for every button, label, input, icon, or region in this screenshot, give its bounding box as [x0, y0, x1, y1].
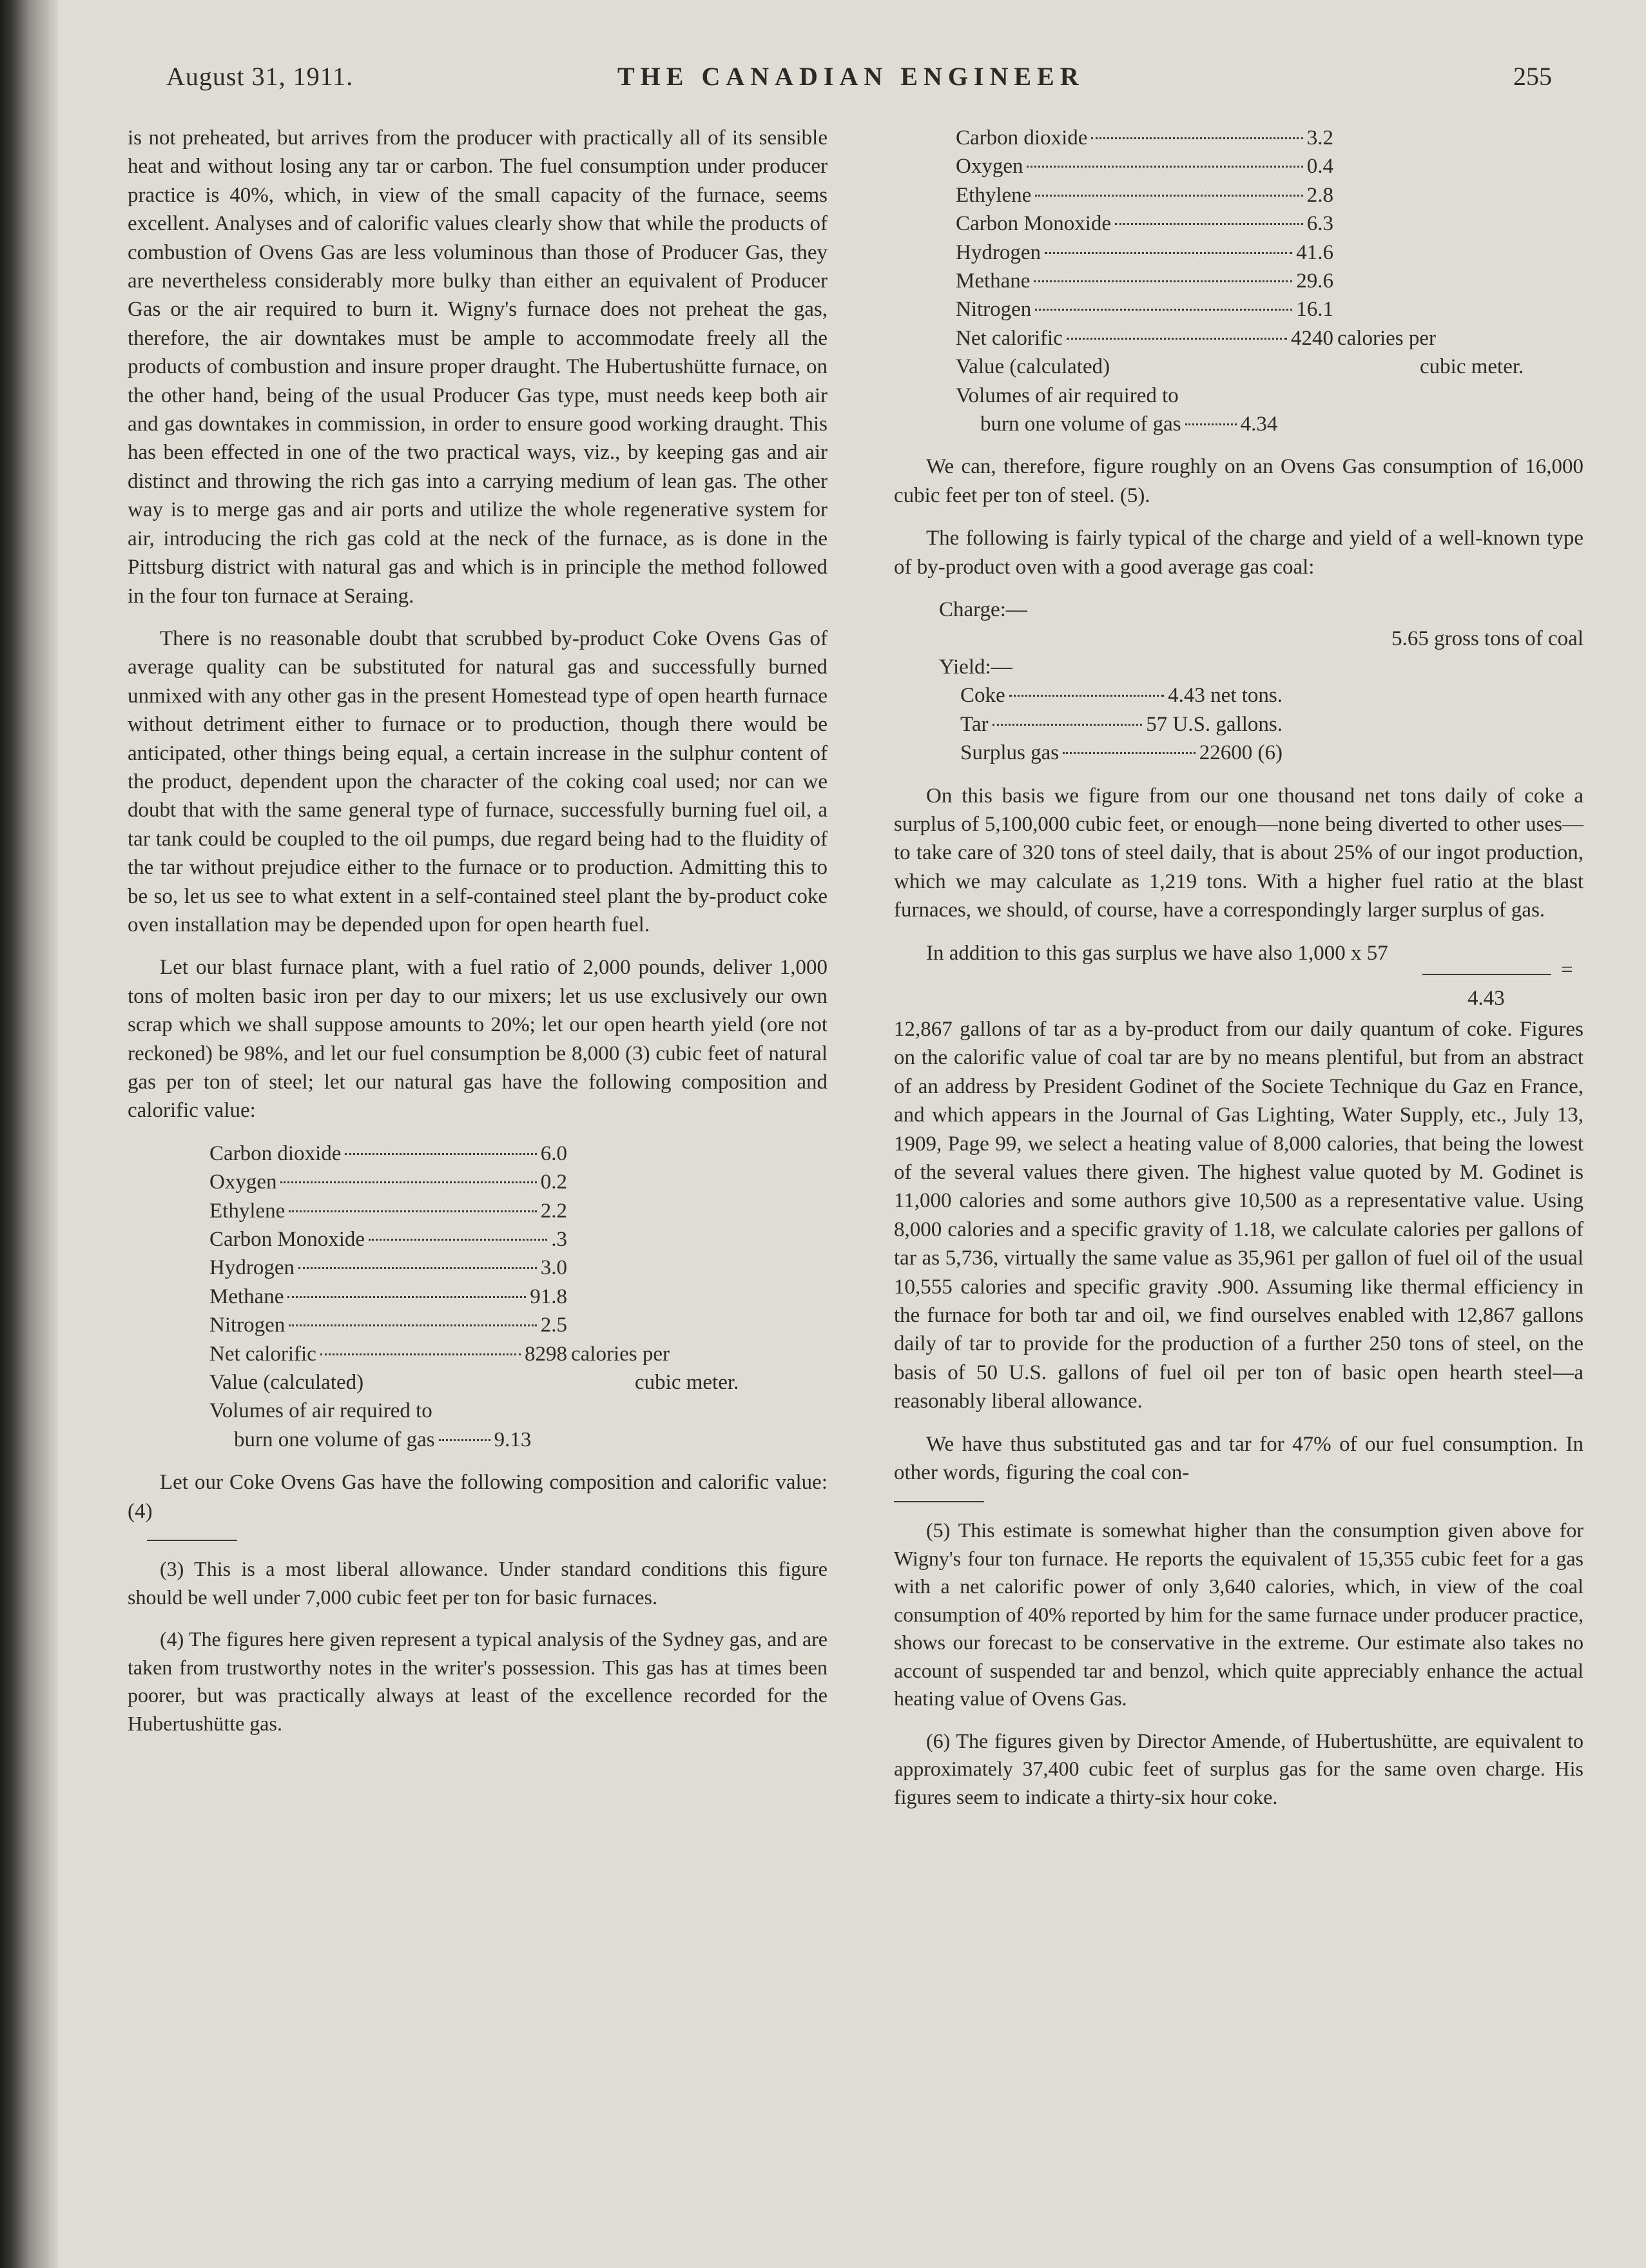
charge-value: 5.65 gross tons of coal	[1391, 626, 1583, 650]
left-column	[128, 124, 828, 1738]
table-row: Nitrogen 2.5	[209, 1313, 567, 1337]
issue-date: August 31, 1911.	[166, 62, 354, 91]
paragraph: In addition to this gas surplus we have also 1,000 x 57	[926, 941, 1388, 965]
page-number: 255	[1513, 62, 1552, 91]
binding-gutter	[0, 0, 58, 2268]
table-row: Ethylene 2.2	[209, 1199, 567, 1223]
calorific-unit: calories per	[571, 1342, 670, 1366]
table-row: Coke 4.43 net tons.	[960, 684, 1283, 708]
fraction	[894, 958, 1583, 1013]
paragraph: There is no reasonable doubt that scrubbed by-product Coke Ovens Gas of average quality can be substituted for natural gas and successfully burned unmixed with any other gas in the present Homestead type of open hearth furnace without detriment either to furnace or to production, though there would be anticipated, other things being equal, a certain increase in the sulphur content of the product, dependent upon the character of the coking coal used; nor can we doubt that with the same general type of furnace, successfully burning fuel oil, a tar tank could be coupled to the oil pumps, due regard being had to the fluidity of the tar without prejudice either to the furnace or to production. Admitting this to be so, let us see to what extent in a self-contained steel plant the by-product coke oven installation may be depended upon for open hearth fuel.	[128, 626, 828, 936]
calorific-unit: cubic meter.	[1420, 355, 1524, 379]
coke-ovens-gas-composition-table	[894, 124, 1524, 438]
table-row: burn one volume of gas 4.34	[980, 412, 1278, 436]
table-row: Carbon dioxide 3.2	[956, 126, 1333, 150]
fraction-denominator: 4.43	[1467, 986, 1505, 1010]
paragraph: Let our blast furnace plant, with a fuel ratio of 2,000 pounds, deliver 1,000 tons of molten basic iron per day to our mixers; let us use exclusively our own scrap which we shall suppose amounts to 20%; let our open hearth yield (ore not reckoned) be 98%, and let our fuel consumption be 8,000 (3) cubic feet of natural gas per ton of steel; let our natural gas have the following composition and calorific value:	[128, 956, 828, 1123]
table-row: burn one volume of gas 9.13	[234, 1428, 532, 1451]
table-row: Surplus gas 22600 (6)	[960, 741, 1283, 765]
table-row: Carbon Monoxide .3	[209, 1228, 567, 1252]
page-header	[166, 61, 1552, 100]
paragraph: The following is fairly typical of the charge and yield of a well-known type of by-product oven with a good average gas coal:	[894, 527, 1583, 579]
footnote-rule	[147, 1540, 237, 1541]
table-row: Oxygen 0.4	[956, 155, 1333, 179]
table-row: Volumes of air required to	[209, 1399, 432, 1423]
table-row: Methane 91.8	[209, 1284, 567, 1308]
right-column	[894, 124, 1583, 1811]
table-row: Ethylene 2.8	[956, 183, 1333, 207]
paragraph: is not preheated, but arrives from the producer with practically all of its sensible heat and without losing any tar or carbon. The fuel consumption under producer practice is 40%, which, in view of the small capacity of the furnace, seems excellent. Analyses and of calorific values clearly show that while the products of combustion of Ovens Gas are less voluminous than those of Producer Gas, they are nevertheless considerably more bulky than either an equivalent of Producer Gas or the air required to burn it. Wigny's furnace does not preheat the gas, therefore, the air downtakes must be ample to accommodate freely all the products of combustion and insure proper draught. The Hubertushütte furnace, on the other hand, being of the usual Producer Gas type, must needs keep both air and gas downtakes in commission, in order to ensure good working draught. This has been effected in one of the two practical ways, viz., by keeping gas and air distinct and throwing the rich gas into a carrying medium of lean gas. The other way is to merge gas and air ports and utilize the whole regenerative system for air, introducing the rich gas cold at the neck of the furnace, as is done in the Pittsburg district with natural gas and which is in principle the method followed in the four ton furnace at Seraing.	[128, 126, 828, 608]
table-row: Nitrogen 16.1	[956, 298, 1333, 322]
table-row: Hydrogen 41.6	[956, 240, 1333, 264]
table-row: Net calorific 8298 calories per	[209, 1340, 567, 1368]
footnote-4: (4) The figures here given represent a typical analysis of the Sydney gas, and are taken from trustworthy notes in the writer's possession. This gas has at times been poorer, but was practically always at least of the excellence recorded for the Hubertushütte gas.	[128, 1627, 828, 1735]
table-row: Volumes of air required to	[956, 383, 1179, 407]
equals-sign: =	[1561, 958, 1573, 982]
table-row: Value (calculated) cubic meter.	[956, 353, 1333, 381]
charge-label: Charge:—	[939, 598, 1027, 622]
footnote-6: (6) The figures given by Director Amende, of Hubertushütte, are equivalent to approximately 37,400 cubic feet of surplus gas for the same oven charge. His figures seem to indicate a thirty-six hour coke.	[894, 1729, 1583, 1808]
table-row: Methane 29.6	[956, 269, 1333, 293]
yield-label: Yield:—	[939, 655, 1012, 679]
paragraph: Let our Coke Ovens Gas have the following composition and calorific value: (4)	[128, 1471, 828, 1523]
paragraph: On this basis we figure from our one thousand net tons daily of coke a surplus of 5,100,000 cubic feet, or enough—none being diverted to other uses—to take care of 320 tons of steel daily, that is about 25% of our ingot production, which we may calculate as 1,219 tons. With a higher fuel ratio at the blast furnaces, we should, of course, have a correspondingly larger surplus of gas.	[894, 784, 1583, 922]
paragraph: 12,867 gallons of tar as a by-product from our daily quantum of coke. Figures on the calorific value of coal tar are by no means plentiful, but from an abstract of an address by President Godinet of the Societe Technique du Gaz en France, and which appears in the Journal of Gas Lighting, Water Supply, etc., July 13, 1909, Page 99, we select a heating value of 8,000 calories, that being the lowest of the several values there given. The highest value quoted by M. Godinet is 11,000 calories and some authors give 10,500 as a representative value. Using 8,000 calories and a specific gravity of 1.18, we calculate calories per gallons of tar as 5,736, virtually the same value as 35,961 per gallon of fuel oil of the usual 10,555 calories and specific gravity .900. Assuming like thermal efficiency in the furnace for both tar and oil, we find ourselves enabled with 12,867 gallons daily of tar to provide for the production of a further 250 tons of steel, on the basis of 50 U.S. gallons of fuel oil per ton of basic open hearth steel—a reasonably liberal allowance.	[894, 1017, 1583, 1413]
footnote-rule	[894, 1501, 984, 1502]
table-row: Carbon dioxide 6.0	[209, 1141, 567, 1165]
table-row: Hydrogen 3.0	[209, 1256, 567, 1280]
table-row: Carbon Monoxide 6.3	[956, 212, 1333, 236]
table-row: Value (calculated) cubic meter.	[209, 1368, 567, 1397]
footnote-5: (5) This estimate is somewhat higher than the consumption given above for Wigny's four ton furnace. He reports the equivalent of 15,355 cubic feet for a gas with a net calorific power of only 3,640 calories, which, in view of the coal consumption of 40% reported by him for the same furnace under producer practice, shows our forecast to be conservative in the extreme. Our estimate also takes no account of suspended tar and benzol, which quite appreciably enhance the actual heating value of Ovens Gas.	[894, 1518, 1583, 1711]
table-row: Tar 57 U.S. gallons.	[960, 712, 1283, 736]
natural-gas-composition-table	[128, 1139, 739, 1454]
journal-title: THE CANADIAN ENGINEER	[617, 62, 1085, 91]
footnote-3: (3) This is a most liberal allowance. Under standard conditions this figure should be well under 7,000 cubic feet per ton for basic furnaces.	[128, 1557, 828, 1609]
calorific-unit: calories per	[1337, 326, 1436, 350]
yield-table	[894, 681, 1283, 767]
table-row: Net calorific 4240 calories per	[956, 324, 1333, 353]
paragraph: We have thus substituted gas and tar for 47% of our fuel consumption. In other words, figuring the coal con-	[894, 1432, 1583, 1485]
paragraph: We can, therefore, figure roughly on an Ovens Gas consumption of 16,000 cubic feet per ton of steel. (5).	[894, 455, 1583, 507]
fraction-bar	[1422, 974, 1551, 975]
calorific-unit: cubic meter.	[635, 1371, 739, 1395]
table-row: Oxygen 0.2	[209, 1170, 567, 1194]
